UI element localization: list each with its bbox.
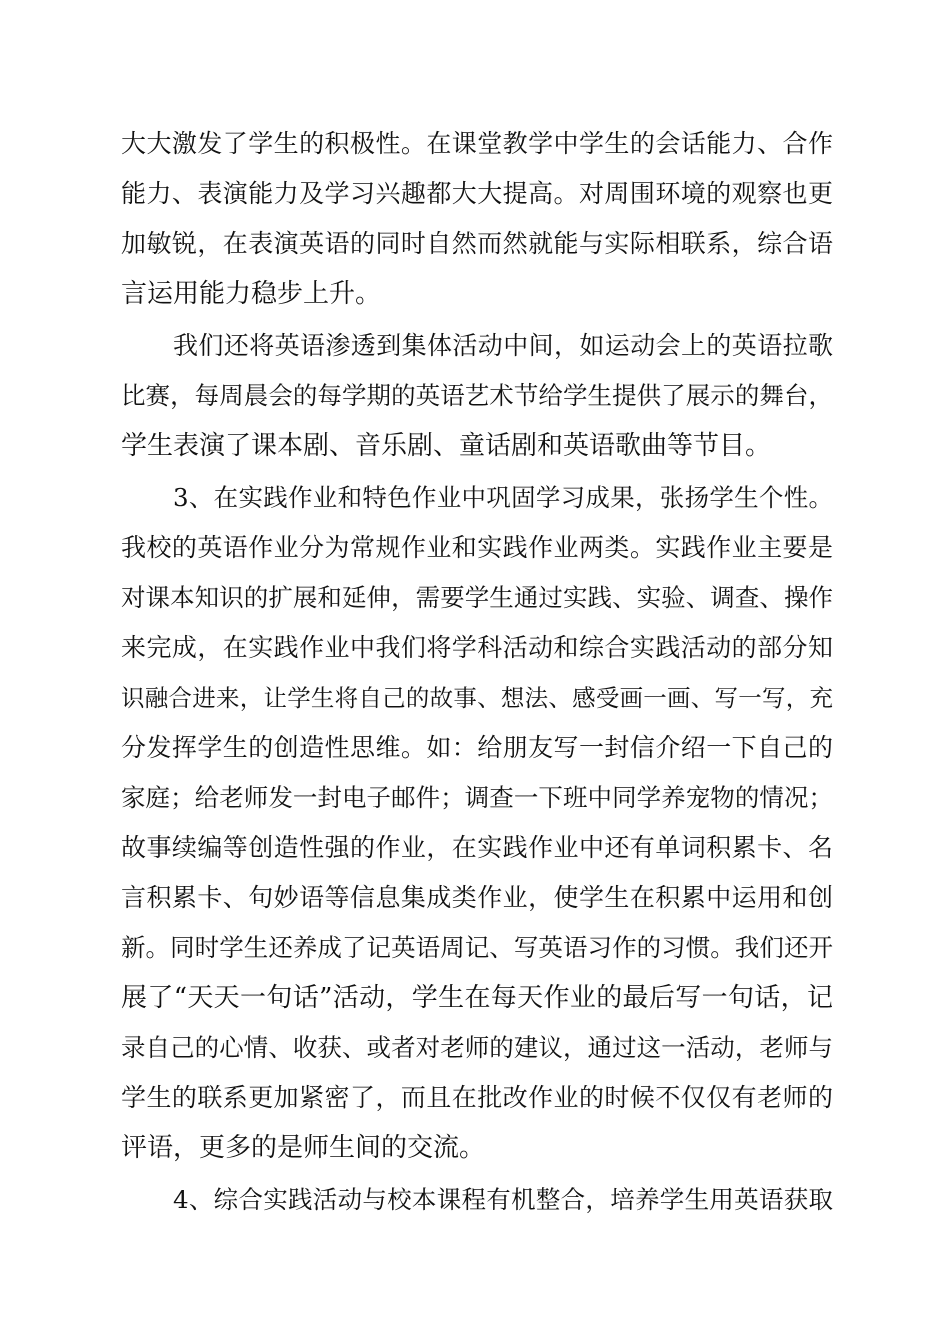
text-line: 故事续编等创造性强的作业，在实践作业中还有单词积累卡、名 — [121, 833, 833, 862]
text-line: 评语，更多的是师生间的交流。 — [121, 1133, 486, 1163]
text-line: 录自己的心情、收获、或者对老师的建议，通过这一活动，老师与 — [121, 1033, 833, 1062]
text-line: 言运用能力稳步上升。 — [121, 279, 382, 309]
text-line: 3、在实践作业和特色作业中巩固学习成果，张扬学生个性。 — [173, 483, 833, 512]
text-line: 比赛，每周晨会的每学期的英语艺术节给学生提供了展示的舞台， — [121, 381, 833, 410]
text-line: 加敏锐，在表演英语的同时自然而然就能与实际相联系，综合语 — [121, 229, 833, 258]
text-line: 我们还将英语渗透到集体活动中间，如运动会上的英语拉歌 — [173, 331, 833, 360]
text-line: 学生表演了课本剧、音乐剧、童话剧和英语歌曲等节目。 — [121, 431, 772, 461]
text-line: 大大激发了学生的积极性。在课堂教学中学生的会话能力、合作 — [121, 129, 833, 158]
text-line: 对课本知识的扩展和延伸，需要学生通过实践、实验、调查、操作 — [121, 583, 833, 612]
text-line: 展了“天天一句话”活动，学生在每天作业的最后写一句话，记 — [121, 983, 833, 1013]
text-line: 4、综合实践活动与校本课程有机整合，培养学生用英语获取 — [173, 1185, 833, 1214]
text-line: 新。同时学生还养成了记英语周记、写英语习作的习惯。我们还开 — [121, 933, 833, 962]
text-line: 来完成，在实践作业中我们将学科活动和综合实践活动的部分知 — [121, 633, 833, 662]
text-line: 言积累卡、句妙语等信息集成类作业，使学生在积累中运用和创 — [121, 883, 833, 912]
text-line: 分发挥学生的创造性思维。如：给朋友写一封信介绍一下自己的 — [121, 733, 833, 762]
text-line: 学生的联系更加紧密了，而且在批改作业的时候不仅仅有老师的 — [121, 1083, 833, 1112]
text-line: 能力、表演能力及学习兴趣都大大提高。对周围环境的观察也更 — [121, 179, 833, 208]
text-line: 家庭；给老师发一封电子邮件；调查一下班中同学养宠物的情况； — [121, 783, 833, 812]
text-line: 我校的英语作业分为常规作业和实践作业两类。实践作业主要是 — [121, 533, 833, 562]
text-line: 识融合进来，让学生将自己的故事、想法、感受画一画、写一写，充 — [121, 684, 833, 712]
